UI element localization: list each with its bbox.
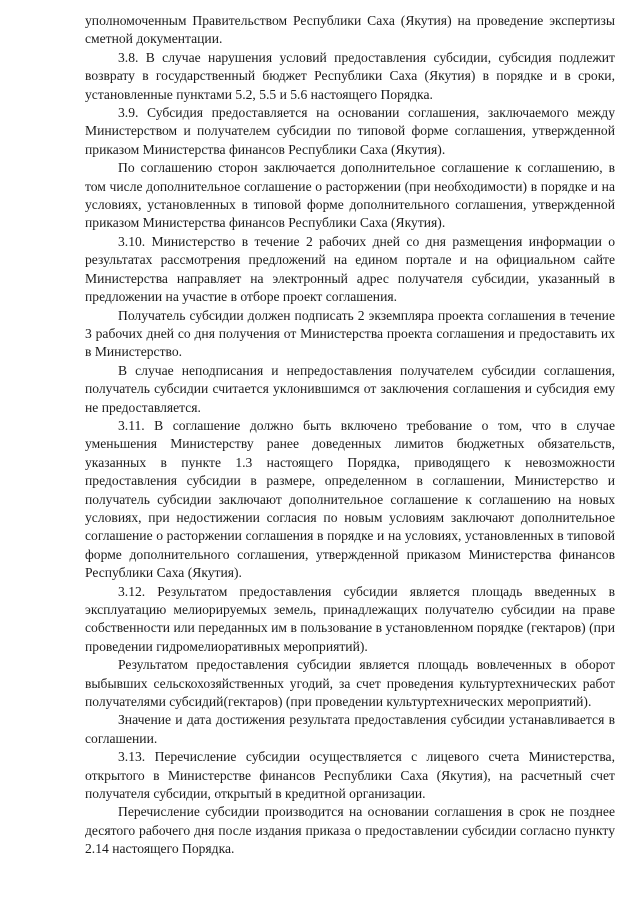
paragraph-3-10-signing: Получатель субсидии должен подписать 2 экземпляра проекта соглашения в течение 3 рабочих дней со дня получения от Министерства проекта соглашения и предоставить их в Министерство. [85, 307, 615, 360]
paragraph-3-12: 3.12. Результатом предоставления субсидии является площадь введенных в эксплуатацию мелиорируемых земель, принадлежащих получателю субсидии на праве собственности или переданных им в пользование в установленном порядке (гектаров) (при проведении гидромелиоративных мероприятий). [85, 583, 615, 654]
paragraph-3-12-value: Значение и дата достижения результата предоставления субсидии устанавливается в соглашении. [85, 712, 615, 746]
paragraph-3-13-transfer: Перечисление субсидии производится на основании соглашения в срок не позднее десятого рабочего дня после издания приказа о предоставлении субсидии согласно пункту 2.14 настоящего Порядка. [85, 804, 615, 857]
paragraph-3-13: 3.13. Перечисление субсидии осуществляется с лицевого счета Министерства, открытого в Министерстве финансов Республики Саха (Якутия), на расчетный счет получателя субсидии, открытый в кредитной организации. [85, 749, 615, 802]
paragraph-3-12-cultural: Результатом предоставления субсидии является площадь вовлеченных в оборот выбывших сельскохозяйственных угодий, за счет проведения культуртехнических работ получателями субсидий(гектаров) (при проведении культуртехнических мероприятий). [85, 657, 615, 710]
paragraph-3-9-supplement: По соглашению сторон заключается дополнительное соглашение к соглашению, в том числе дополнительное соглашение о расторжении (при необходимости) в порядке и на условиях, установленных в типовой форме дополнительного соглашения, утвержденной приказом Министерства финансов Республики Саха (Якутия). [85, 160, 615, 231]
paragraph-3-10-refusal: В случае неподписания и непредоставления получателем субсидии соглашения, получатель субсидии считается уклонившимся от заключения соглашения и субсидия ему не предоставляется. [85, 362, 615, 415]
paragraph-continuation: уполномоченным Правительством Республики Саха (Якутия) на проведение экспертизы сметной документации. [85, 13, 615, 47]
paragraph-3-8: 3.8. В случае нарушения условий предоставления субсидии, субсидия подлежит возврату в государственный бюджет Республики Саха (Якутия) в порядке и в сроки, установленные пунктами 5.2, 5.5 и 5.6 настоящего Порядка. [85, 49, 615, 102]
paragraph-3-9: 3.9. Субсидия предоставляется на основании соглашения, заключаемого между Министерством и получателем субсидии по типовой форме соглашения, утвержденной приказом Министерства финансов Республики Саха (Якутия). [85, 105, 615, 157]
paragraph-3-11: 3.11. В соглашение должно быть включено требование о том, что в случае уменьшения Министерству ранее доведенных лимитов бюджетных обязательств, указанных в пункте 1.3 настоящего Порядка, приводящего к невозможности предоставления субсидии в размере, определенном в соглашении, Министерство и получатель субсидии заключают дополнительное соглашение к соглашению на новых условиях, при недостижении согласия по новым условиям заключают дополнительное соглашение о расторжении соглашения в порядке и на условиях, установленных в типовой форме дополнительного соглашения, утвержденной приказом Министерства финансов Республики Саха (Якутия). [85, 417, 615, 581]
document-body [85, 12, 615, 859]
paragraph-3-10: 3.10. Министерство в течение 2 рабочих дней со дня размещения информации о результатах рассмотрения предложений на едином портале и на официальном сайте Министерства направляет на электронный адрес получателя субсидии, указанный в предложении на участие в отборе проект соглашения. [85, 233, 615, 305]
